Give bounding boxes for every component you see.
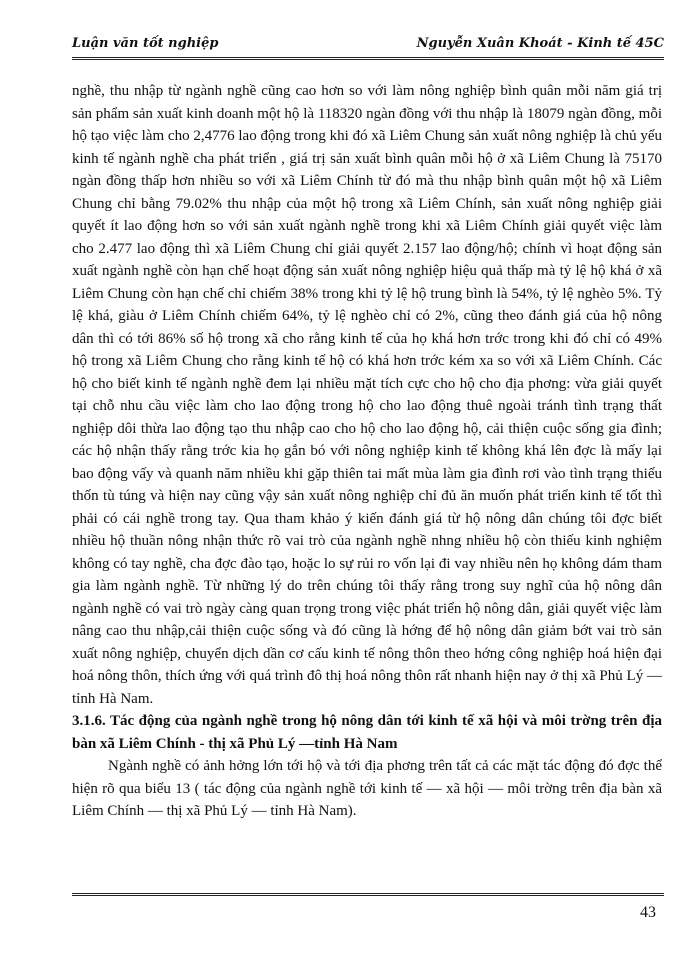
body-paragraph: nghề, thu nhập từ ngành nghề cũng cao hơn so với làm nông nghiệp bình quân mỗi năm giá trị sản phẩm sản xuất kinh doanh một hộ là 118320 ngàn đồng với thu nhập là 18079 ngàn đồng, mỗi hộ tạo việc làm cho 2,4776 lao động trong khi đó xã Liêm Chung sản xuất nông nghiệp là chủ yếu kinh tế ngành nghề cha phát triển , giá trị sản xuất bình quân mỗi hộ ở xã Liêm Chung là 75170 ngàn đồng thấp hơn nhiều so với xã Liêm Chính từ đó mà thu nhập bình quân một hộ xã Liêm Chung chỉ bằng 79.02% thu nhập của một hộ trong xã Liêm Chính, sản xuất nông nghiệp giải quyết ít lao động hơn so với sản xuất ngành nghề trong khi xã Liêm Chính giải quyết việc làm cho 2.477 lao động thì xã Liêm Chung chỉ giải quyết 2.157 lao động/hộ; chính vì hoạt động sản xuất ngành nghề còn hạn chế hoạt động sản xuất nông nghiệp hiệu quả thấp mà tỷ lệ hộ khá ở xã Liêm Chung còn hạn chế chỉ chiếm 38% trong khi tỷ lệ hộ trung bình là 54%, tỷ lệ nghèo 5%. Tỷ lệ khá, giàu ở Liêm Chính chiếm 64%, tỷ lệ nghèo chỉ có 2%, cũng theo đánh giá của hộ nông dân thì có tới 86% số hộ trong xã cho rằng kinh tế của họ khá hơn trớc trong khi đó chỉ có 49% hộ trong xã Liêm Chung cho rằng kinh tế hộ có khá hơn trớc kém xa so với xã Liêm Chính. Các hộ cho biết kinh tế ngành nghề đem lại nhiều mặt tích cực cho hộ cho địa phơng: vừa giải quyết tại chỗ nhu cầu việc làm cho lao động trong hộ cho lao động thuê ngoài tránh tình trạng thất nghiệp dôi thừa lao động tạo thu nhập cao cho hộ cho lao động hộ, cải thiện cuộc sống gia đình; các hộ nhận thấy rằng trớc kia họ gắn bó với nông nghiệp kinh tế không khá lên đợc là mấy lại bao động vấy và quanh năm nhiều khi gặp thiên tai mất mùa làm gia đình rơi vào tình trạng thiếu thốn tù túng và hiện nay cũng vậy sản xuất nông nghiệp chỉ đủ ăn muốn phát triển kinh tế tốt thì phải có cái nghề trong tay. Qua tham khảo ý kiến đánh giá từ hộ nông dân chúng tôi đợc biết nhiều hộ thuần nông nhận thức rõ vai trò của ngành nghề nhng nhiều hộ còn thiếu kinh nghiệm không có tay nghề, cha đợc đào tạo, hoặc lo sự rủi ro vốn lại đi vay nhiều nên họ không dám tham gia làm ngành nghề. Từ những lý do trên chúng tôi thấy rằng trong suy nghĩ của hộ nông dân ngành nghề có vai trò ngày càng quan trọng trong việc phát triển hộ nông dân, giải quyết việc làm nâng cao thu nhập,cải thiện cuộc sống và đó cũng là hớng để hộ nông dân giảm bớt vai trò sản xuất nông nghiệp, chuyển dịch dần cơ cấu kinh tế nông thôn theo hớng công nghiệp hoá hiện đại hoá nông thôn, thích ứng với quá trình đô thị hoá nông thôn rất nhanh hiện nay ở thị xã Phủ Lý — tỉnh Hà Nam. — [72, 83, 662, 707]
document-body — [72, 80, 662, 823]
body-paragraph: Ngành nghề có ảnh hởng lớn tới hộ và tới địa phơng trên tất cả các mặt tác động đó đợc thể hiện rõ qua biểu 13 ( tác động của ngành nghề tới kinh tế — xã hội — môi trờng trên địa bàn xã Liêm Chính — thị xã Phủ Lý — tỉnh Hà Nam). — [72, 758, 662, 819]
footer-divider — [72, 893, 664, 896]
page-number: 43 — [640, 904, 656, 921]
header-divider — [72, 57, 664, 60]
header-thesis-label: Luận văn tốt nghiệp — [72, 36, 219, 51]
page-header — [72, 36, 664, 56]
header-author-label: Nguyễn Xuân Khoát - Kinh tế 45C — [416, 36, 664, 51]
section-heading: 3.1.6. Tác động của ngành nghề trong hộ nông dân tới kinh tế xã hội và môi trờng trên địa bàn xã Liêm Chính - thị xã Phủ Lý —tỉnh Hà Nam — [72, 713, 662, 752]
